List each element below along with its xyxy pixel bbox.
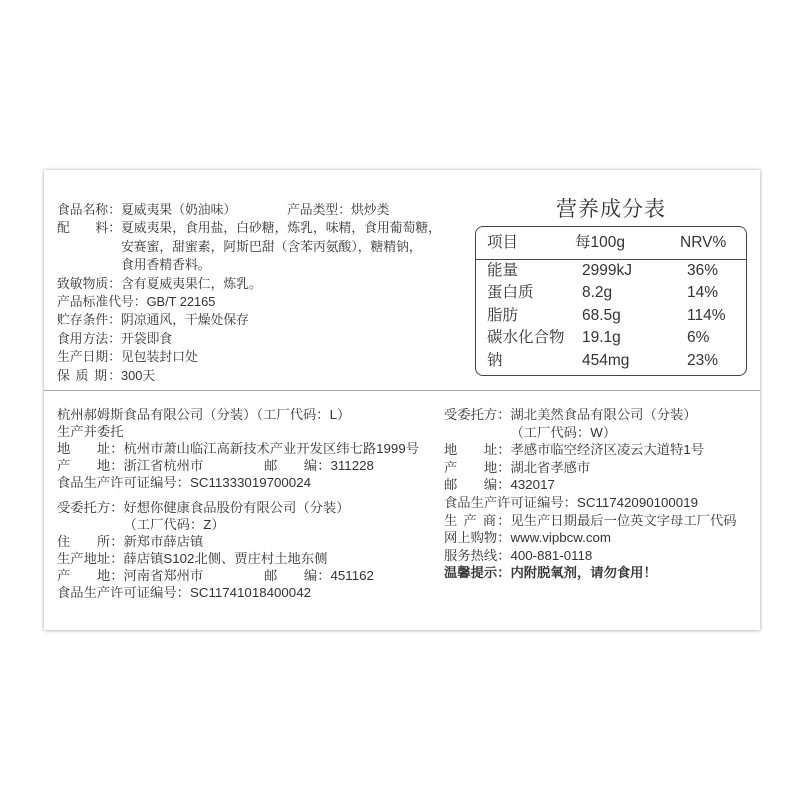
nutrition-table xyxy=(475,226,747,376)
nutrition-row xyxy=(476,260,746,282)
hotline-value: 400-881-0118 xyxy=(510,547,593,563)
bottom-left-section xyxy=(57,406,419,601)
bottom-right-section xyxy=(444,406,737,582)
packer-company: 杭州郝姆斯食品有限公司（分装）（工厂代码：L） xyxy=(57,407,351,422)
contractor-z-license-row xyxy=(57,584,419,601)
nutrition-per100g: 19.1g xyxy=(582,329,621,347)
storage-row xyxy=(57,311,441,329)
nutrition-row xyxy=(476,350,746,372)
storage-value: 阴凉通风，干燥处保存 xyxy=(121,312,249,328)
product-type-value: 烘炒类 xyxy=(351,202,390,217)
contractor-w-address-value: 孝感市临空经济区凌云大道特1号 xyxy=(510,442,705,458)
product-name-label: 食品名称： xyxy=(57,202,121,217)
contractor-w-role-label: 受委托方： xyxy=(444,407,511,422)
shelf-life-label: 保 质 期： xyxy=(57,367,121,383)
contractor-z-role-row xyxy=(57,499,419,516)
contractor-z-role-value: 好想你健康食品股份有限公司（分装） xyxy=(123,500,350,515)
online-shop-label: 网上购物： xyxy=(444,530,511,546)
notice-row xyxy=(444,564,737,582)
shelf-life-value: 300天 xyxy=(121,367,156,383)
manufacturer-value: 见生产日期最后一位英文字母工厂代码 xyxy=(510,512,737,528)
product-type-label: 产品类型： xyxy=(287,202,351,217)
nutrition-per100g: 2999kJ xyxy=(582,262,632,279)
contractor-z-license-label: 食品生产许可证编号： xyxy=(57,585,190,600)
nutrition-header-nrv: NRV% xyxy=(680,234,727,251)
hotline-label: 服务热线： xyxy=(444,547,511,563)
contractor-z-block xyxy=(57,499,419,601)
contractor-w-postcode-label: 邮 编： xyxy=(444,477,511,493)
product-type xyxy=(287,201,389,219)
contractor-w-origin-label: 产 地： xyxy=(444,459,511,475)
production-date-row xyxy=(57,348,441,366)
standard-label: 产品标准代号： xyxy=(57,294,147,310)
packer-origin-label: 产 地： xyxy=(57,458,124,473)
contractor-w-origin-row xyxy=(444,459,737,477)
section-divider xyxy=(44,390,760,391)
contractor-z-factory-code: （工厂代码：Z） xyxy=(123,517,225,532)
packer-postcode-value: 311228 xyxy=(330,458,374,473)
contractor-w-origin-value: 湖北省孝感市 xyxy=(510,459,591,475)
nutrition-title: 营养成分表 xyxy=(556,198,666,221)
nutrition-item: 脂肪 xyxy=(487,306,519,324)
contractor-z-role-label: 受委托方： xyxy=(57,500,124,515)
online-shop-row xyxy=(444,529,737,547)
contractor-w-role-row xyxy=(444,406,737,424)
nutrition-per100g: 8.2g xyxy=(582,284,613,302)
nutrition-nrv: 114% xyxy=(687,306,726,324)
packer-address-value: 杭州市萧山临江高新技术产业开发区纬七路1999号 xyxy=(123,441,420,456)
packer-license-value: SC11333019700024 xyxy=(189,475,311,490)
contractor-z-production-address-label: 生产地址： xyxy=(57,551,124,566)
contractor-z-residence-row xyxy=(57,533,419,550)
product-info xyxy=(57,201,441,385)
packer-origin-row xyxy=(57,457,419,474)
contractor-w-postcode-row xyxy=(444,476,737,494)
ingredients-line-1: 夏威夷果，食用盐，白砂糖，炼乳，味精，食用葡萄糖， xyxy=(121,220,441,236)
packer-license-row xyxy=(57,474,419,491)
contractor-z-production-address-row xyxy=(57,550,419,567)
packer-block xyxy=(57,406,419,491)
contractor-z-postcode xyxy=(264,567,374,584)
manufacturer-label: 生 产 商： xyxy=(444,512,511,528)
packer-postcode-label: 邮 编： xyxy=(264,458,331,473)
product-name-row xyxy=(57,201,441,219)
usage-value: 开袋即食 xyxy=(121,330,173,346)
product-name-value: 夏威夷果（奶油味） xyxy=(121,202,237,217)
contractor-w-postcode-value: 432017 xyxy=(510,477,555,493)
contractor-z-residence-value: 新郑市薛店镇 xyxy=(123,534,204,549)
contractor-w-role-value: 湖北美然食品有限公司（分装） xyxy=(510,407,697,422)
nutrition-per100g: 68.5g xyxy=(582,306,621,324)
contractor-w-license-value: SC11742090100019 xyxy=(576,494,698,510)
hotline-row xyxy=(444,547,737,565)
nutrition-header-per100g: 每100g xyxy=(575,234,625,251)
contractor-z-origin-value: 河南省郑州市 xyxy=(123,568,204,583)
packer-address-row xyxy=(57,440,419,457)
contractor-w-factory-code: （工厂代码：W） xyxy=(510,424,617,440)
storage-label: 贮存条件： xyxy=(57,312,121,328)
nutrition-per100g: 454mg xyxy=(582,351,630,369)
contractor-w-address-label: 地 址： xyxy=(444,442,511,458)
contractor-w-address-row xyxy=(444,441,737,459)
production-date-label: 生产日期： xyxy=(57,349,121,365)
standard-value: GB/T 22165 xyxy=(146,294,216,310)
contractor-z-origin-row xyxy=(57,567,419,584)
packer-role: 生产并委托 xyxy=(57,424,124,439)
notice-label: 温馨提示： xyxy=(444,565,511,581)
nutrition-header-item: 项目 xyxy=(487,234,519,251)
nutrition-row xyxy=(476,305,746,327)
notice-value: 内附脱氧剂，请勿食用！ xyxy=(510,565,657,581)
ingredients-label: 配 料： xyxy=(57,220,121,236)
contractor-z-postcode-label: 邮 编： xyxy=(264,568,331,583)
nutrition-item: 钠 xyxy=(487,351,503,369)
usage-label: 食用方法： xyxy=(57,330,121,346)
label-panel xyxy=(44,170,760,630)
contractor-w-license-row xyxy=(444,494,737,512)
standard-row xyxy=(57,293,441,311)
packer-postcode xyxy=(264,457,374,474)
contractor-z-postcode-value: 451162 xyxy=(330,568,374,583)
nutrition-nrv: 6% xyxy=(687,329,710,347)
allergens-value: 含有夏威夷果仁，炼乳。 xyxy=(121,275,262,291)
contractor-w-license-label: 食品生产许可证编号： xyxy=(444,494,577,510)
nutrition-item: 能量 xyxy=(487,262,519,279)
nutrition-nrv: 14% xyxy=(687,284,719,302)
ingredients-line-2: 安赛蜜，甜蜜素，阿斯巴甜（含苯丙氨酸），糖精钠， xyxy=(121,238,422,254)
nutrition-row xyxy=(476,282,746,304)
nutrition-nrv: 23% xyxy=(687,351,719,369)
packer-origin-value: 浙江省杭州市 xyxy=(123,458,204,473)
manufacturer-row xyxy=(444,512,737,530)
nutrition-row xyxy=(476,327,746,349)
nutrition-header-row xyxy=(476,227,746,260)
ingredients-line-3: 食用香精香料。 xyxy=(121,257,211,273)
contractor-z-origin-label: 产 地： xyxy=(57,568,124,583)
online-shop-value: www.vipbcw.com xyxy=(510,530,611,546)
shelf-life-row xyxy=(57,367,441,385)
usage-row xyxy=(57,330,441,348)
allergens-label: 致敏物质： xyxy=(57,275,121,291)
allergens-row xyxy=(57,275,441,293)
production-date-value: 见包装封口处 xyxy=(121,349,198,365)
ingredients-row xyxy=(57,219,441,237)
nutrition-item: 碳水化合物 xyxy=(487,329,565,347)
packer-license-label: 食品生产许可证编号： xyxy=(57,475,190,490)
nutrition-nrv: 36% xyxy=(687,262,719,279)
contractor-z-residence-label: 住 所： xyxy=(57,534,124,549)
contractor-z-production-address-value: 薛店镇S102北侧、贾庄村土地东侧 xyxy=(123,551,328,566)
packer-address-label: 地 址： xyxy=(57,441,124,456)
nutrition-item: 蛋白质 xyxy=(487,284,534,302)
contractor-z-license-value: SC11741018400042 xyxy=(189,585,311,600)
